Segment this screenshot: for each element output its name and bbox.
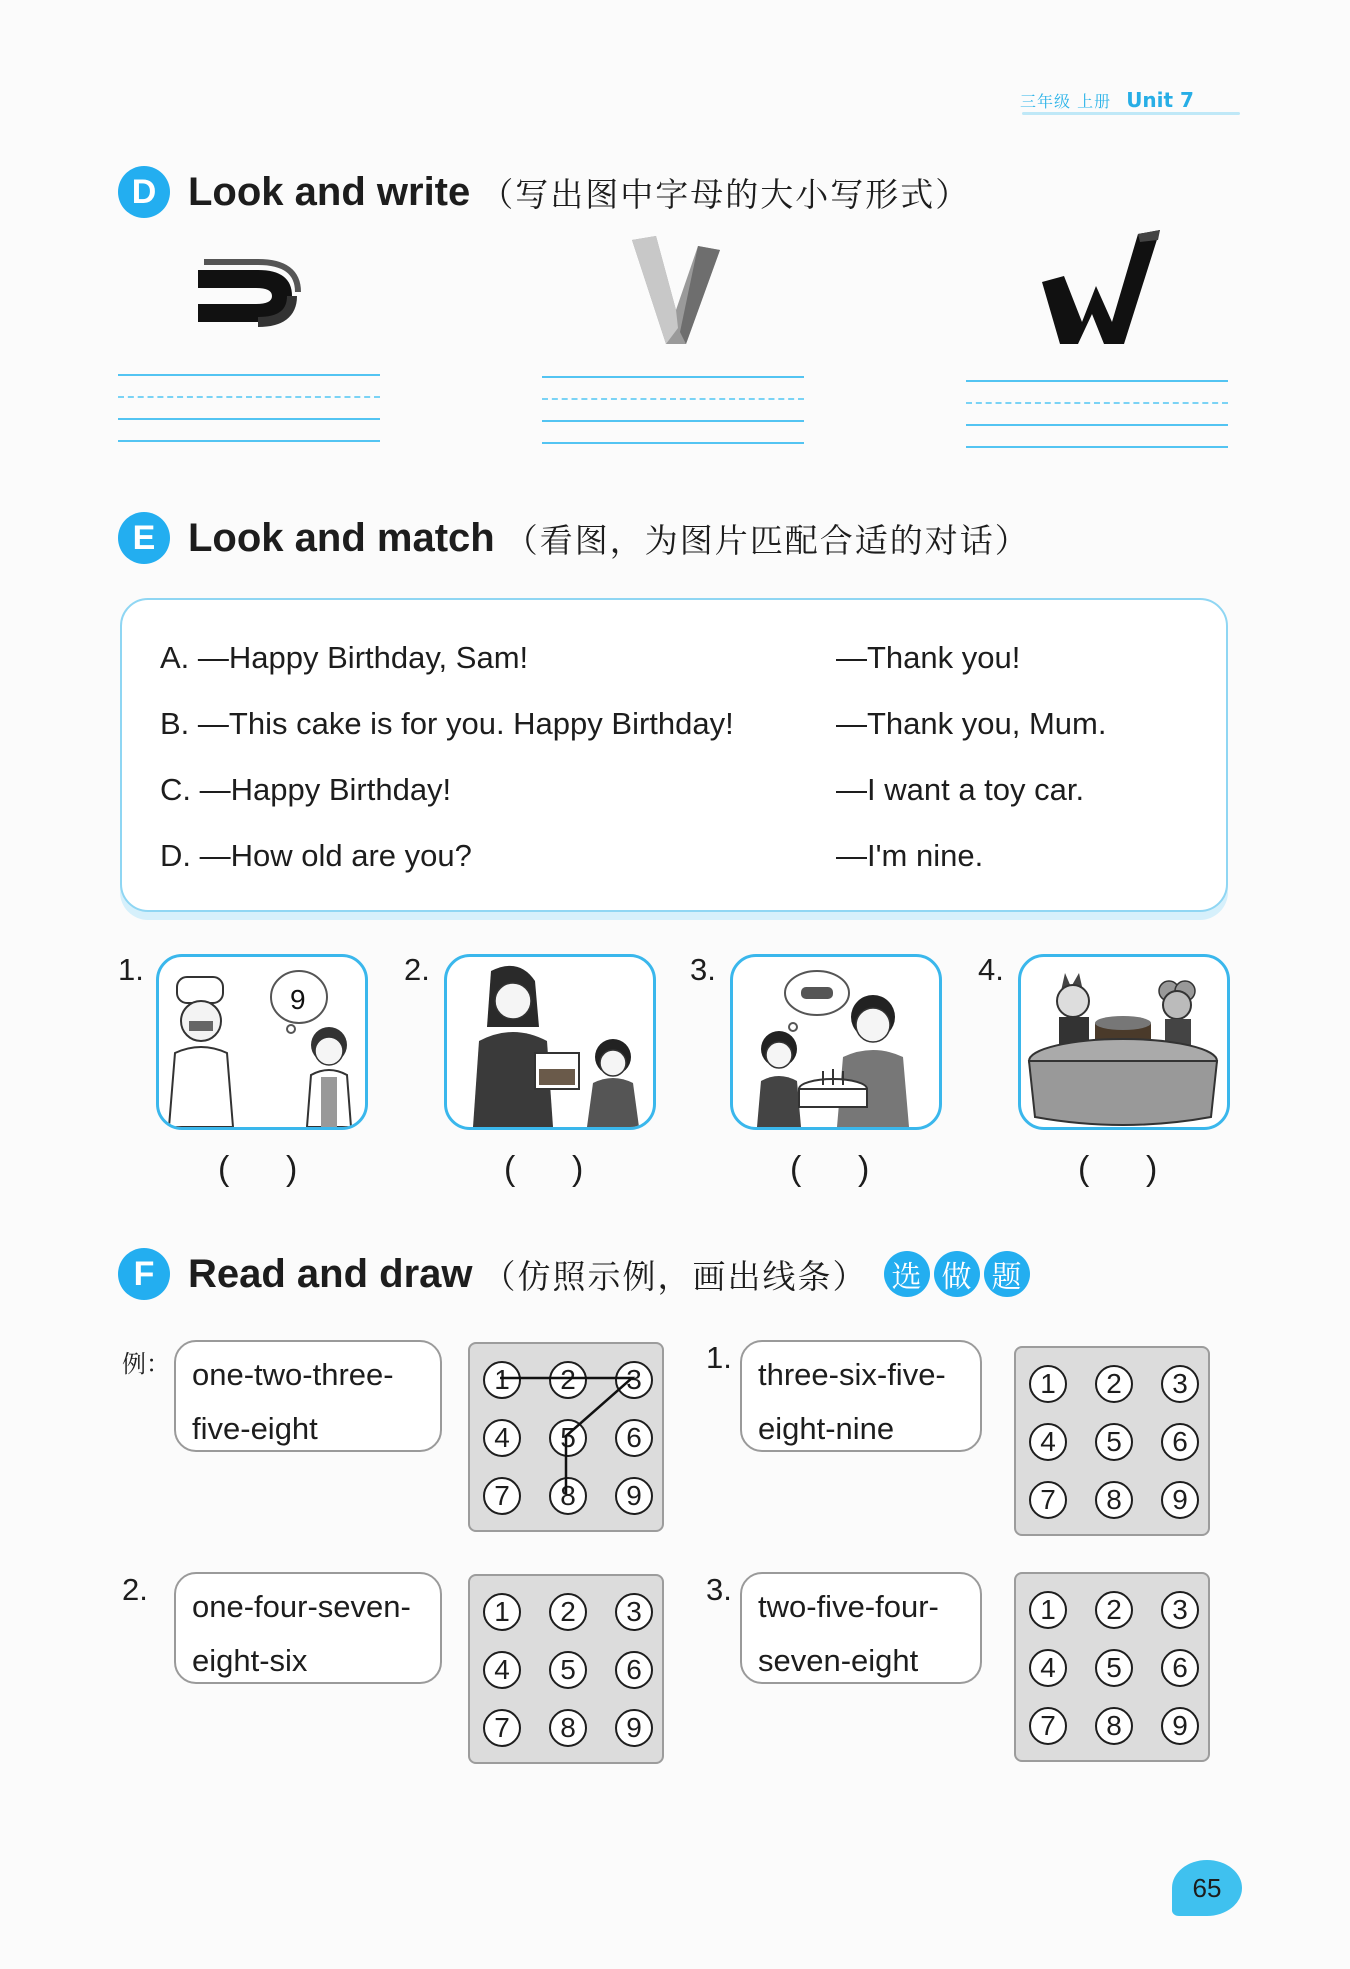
writing-lines-w[interactable] (966, 380, 1228, 450)
grid-cell-7: 7 (483, 1477, 521, 1515)
section-d-heading (118, 162, 970, 222)
grid-cell-9[interactable]: 9 (1161, 1707, 1199, 1745)
grid-cell-3[interactable]: 3 (1161, 1365, 1199, 1403)
grid-cell-2[interactable]: 2 (1095, 1365, 1133, 1403)
dialogue-d-right: —I'm nine. (836, 838, 984, 873)
grid-cell-8[interactable]: 8 (549, 1709, 587, 1747)
grid-cell-7[interactable]: 7 (1029, 1707, 1067, 1745)
section-d-badge: D (118, 166, 170, 218)
number-grid-example (468, 1342, 664, 1532)
answer-slot-3[interactable]: ( ) (790, 1150, 870, 1188)
writing-lines-u[interactable] (118, 374, 380, 444)
letter-w-image (1038, 226, 1164, 352)
grid-cell-2[interactable]: 2 (1095, 1591, 1133, 1629)
letter-v-image (628, 232, 724, 352)
grid-cell-6[interactable]: 6 (1161, 1423, 1199, 1461)
picture-2-number: 2. (404, 952, 430, 987)
grid-cell-5[interactable]: 5 (1095, 1423, 1133, 1461)
item-2-line-1: one-four-seven- (192, 1589, 411, 1624)
grid-cell-1[interactable]: 1 (483, 1593, 521, 1631)
item-1-bubble (740, 1340, 982, 1452)
dialogue-c-left: C. —Happy Birthday! (160, 772, 452, 807)
grid-cell-9[interactable]: 9 (615, 1709, 653, 1747)
item-1-line-1: three-six-five- (758, 1357, 946, 1392)
grid-cell-2: 2 (549, 1361, 587, 1399)
answer-slot-4[interactable]: ( ) (1078, 1150, 1158, 1188)
grid-cell-3[interactable]: 3 (615, 1593, 653, 1631)
grid-cell-6: 6 (615, 1419, 653, 1457)
section-e-badge: E (118, 512, 170, 564)
item-3-bubble (740, 1572, 982, 1684)
page-number: 65 (1172, 1860, 1242, 1916)
section-f-badge: F (118, 1248, 170, 1300)
grid-cell-9: 9 (615, 1477, 653, 1515)
example-line-1: one-two-three- (192, 1357, 394, 1392)
grid-cell-8: 8 (549, 1477, 587, 1515)
grid-cell-3[interactable]: 3 (1161, 1591, 1199, 1629)
grid-cell-4[interactable]: 4 (1029, 1649, 1067, 1687)
number-grid-3[interactable] (1014, 1572, 1210, 1762)
dialogue-d-left: D. —How old are you? (160, 838, 472, 873)
grid-cell-8[interactable]: 8 (1095, 1481, 1133, 1519)
picture-1 (156, 954, 368, 1130)
picture-4 (1018, 954, 1230, 1130)
mum-and-cake-illustration (447, 957, 653, 1127)
item-1-line-2: eight-nine (758, 1411, 895, 1446)
grid-cell-3: 3 (615, 1361, 653, 1399)
item-3-line-2: seven-eight (758, 1643, 919, 1678)
dialogue-b-left: B. —This cake is for you. Happy Birthday! (160, 706, 734, 741)
cat-mouse-party-illustration (1021, 957, 1227, 1127)
section-e-heading (118, 508, 1030, 568)
number-grid-1[interactable] (1014, 1346, 1210, 1536)
example-line-2: five-eight (192, 1411, 318, 1446)
item-1-number: 1. (706, 1340, 732, 1375)
section-e-instruction: （看图，为图片匹配合适的对话） (504, 520, 1030, 560)
section-d-instruction: （写出图中字母的大小写形式） (480, 174, 971, 214)
grid-cell-5[interactable]: 5 (549, 1651, 587, 1689)
running-header (1020, 88, 1194, 112)
thought-bubble-number: 9 (290, 984, 306, 1015)
chef-and-girl-illustration (159, 957, 365, 1127)
section-f-instruction: （仿照示例，画出线条） (482, 1256, 868, 1296)
picture-3 (730, 954, 942, 1130)
item-3-line-1: two-five-four- (758, 1589, 939, 1624)
dialogue-c-right: —I want a toy car. (836, 772, 1085, 807)
answer-slot-1[interactable]: ( ) (218, 1150, 298, 1188)
example-bubble (174, 1340, 442, 1452)
grid-cell-2[interactable]: 2 (549, 1593, 587, 1631)
section-f-title: Read and draw (188, 1251, 473, 1296)
optional-tag-char-1: 选 (884, 1251, 930, 1297)
grid-cell-6[interactable]: 6 (1161, 1649, 1199, 1687)
section-e-title: Look and match (188, 515, 495, 560)
unit-label: Unit 7 (1126, 88, 1194, 112)
grid-cell-4[interactable]: 4 (483, 1651, 521, 1689)
dialogue-a-right: —Thank you! (836, 640, 1021, 675)
section-f-heading (118, 1244, 1034, 1304)
grid-cell-7[interactable]: 7 (1029, 1481, 1067, 1519)
picture-3-number: 3. (690, 952, 716, 987)
item-2-bubble (174, 1572, 442, 1684)
grid-cell-6[interactable]: 6 (615, 1651, 653, 1689)
number-grid-2[interactable] (468, 1574, 664, 1764)
header-underline (1022, 112, 1240, 115)
picture-2 (444, 954, 656, 1130)
dialogue-b-right: —Thank you, Mum. (836, 706, 1107, 741)
dialogue-a-left: A. —Happy Birthday, Sam! (160, 640, 529, 675)
example-label: 例： (122, 1350, 170, 1378)
boy-and-dad-illustration (733, 957, 939, 1127)
optional-tag-char-3: 题 (984, 1251, 1030, 1297)
grid-cell-1[interactable]: 1 (1029, 1591, 1067, 1629)
grid-cell-5: 5 (549, 1419, 587, 1457)
item-2-number: 2. (122, 1572, 148, 1607)
grid-cell-4: 4 (483, 1419, 521, 1457)
grid-cell-1[interactable]: 1 (1029, 1365, 1067, 1403)
optional-tag-char-2: 做 (934, 1251, 980, 1297)
item-2-line-2: eight-six (192, 1643, 308, 1678)
section-d-title: Look and write (188, 169, 471, 214)
grid-cell-7[interactable]: 7 (483, 1709, 521, 1747)
grade-label: 三年级 上册 (1020, 92, 1112, 111)
grid-cell-8[interactable]: 8 (1095, 1707, 1133, 1745)
item-3-number: 3. (706, 1572, 732, 1607)
picture-4-number: 4. (978, 952, 1004, 987)
grid-cell-1: 1 (483, 1361, 521, 1399)
grid-cell-9[interactable]: 9 (1161, 1481, 1199, 1519)
grid-cell-4[interactable]: 4 (1029, 1423, 1067, 1461)
grid-cell-5[interactable]: 5 (1095, 1649, 1133, 1687)
writing-lines-v[interactable] (542, 376, 804, 446)
optional-tag (884, 1251, 1034, 1297)
answer-slot-2[interactable]: ( ) (504, 1150, 584, 1188)
picture-1-number: 1. (118, 952, 144, 987)
letter-u-image (190, 248, 310, 338)
